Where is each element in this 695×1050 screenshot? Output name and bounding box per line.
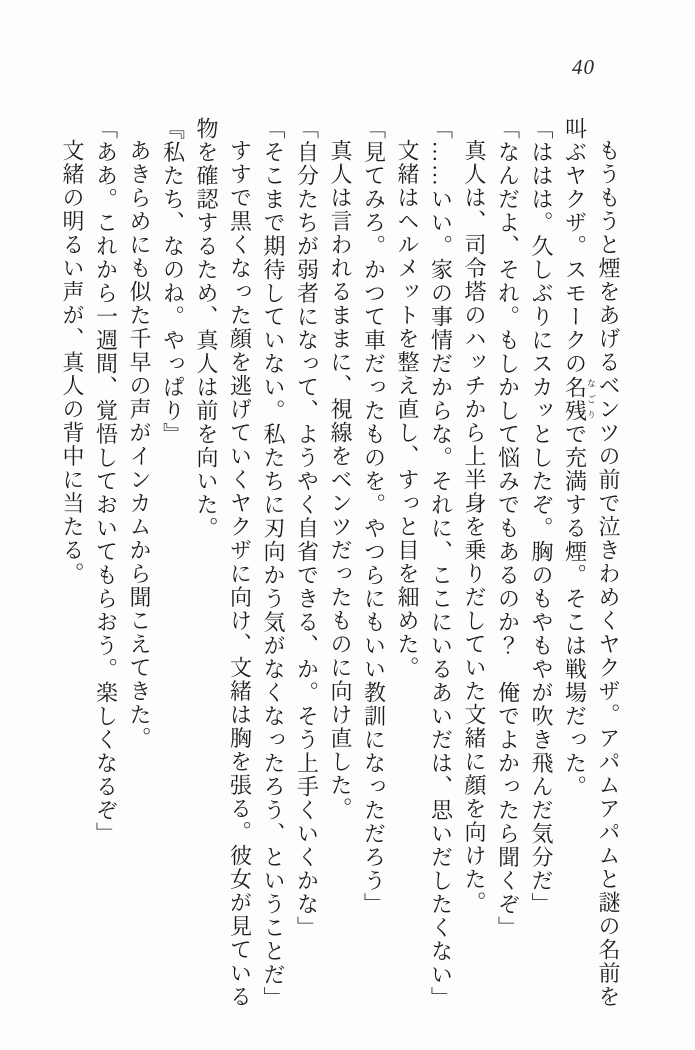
text-columns bbox=[53, 117, 625, 1013]
paragraph: 「なんだよ、それ。もしかして悩みでもあるのか？ 俺でよかったら聞くぞ」 bbox=[495, 117, 521, 940]
paragraph: 文緒はヘルメットを整え直し、すっと目を細めた。 bbox=[395, 139, 420, 680]
paragraph: 「……いい。家の事情だからな。それに、ここにいるあいだは、思いだしたくない」 bbox=[428, 117, 454, 1010]
paragraph: 文緒の明るい声が、真人の背中に当たる。 bbox=[60, 139, 85, 586]
paragraph: 真人は言われるままに、視線をベンツだったものに向け直した。 bbox=[328, 139, 353, 821]
paragraph: 『私たち、なのね。やっぱり』 bbox=[160, 117, 186, 446]
paragraph: すすで黒くなった顔を逃げていくヤクザに向け、文緒は胸を張る。彼女が見ている物を確認するため、真人は前を向いた。 bbox=[194, 117, 253, 1009]
paragraph: 「ああ。これから一週間、覚悟しておいてもらおう。楽しくなるぞ」 bbox=[93, 117, 119, 846]
paragraph: あきらめにも似た千早の声がインカムから聞こえてきた。 bbox=[127, 139, 152, 750]
paragraph: 「見てみろ。かつて車だったものを。やつらにもいい教訓になっただろう」 bbox=[361, 117, 387, 916]
page-number: 40 bbox=[572, 55, 595, 79]
paragraph: 「ははは。久しぶりにスカッとしたぞ。胸のもやもやが吹き飛んだ気分だ」 bbox=[529, 117, 554, 916]
paragraph: もうもうと煙をあげるベンツの前で泣きわめくヤクザ。アパムアパムと謎の名前を叫ぶヤクザ。スモークの名残なごりで充満する煙。そこは戦場だった。 bbox=[562, 117, 621, 1009]
paragraph: 「そこまで期待していない。私たちに刃向かう気がなくなったろう、ということだ」 bbox=[261, 117, 286, 1010]
paragraph: 真人は、司令塔のハッチから上半身を乗りだしていた文緒に顔を向けた。 bbox=[462, 139, 487, 915]
paragraph: 「自分たちが弱者になって、ようやく自省できる、か。そう上手くいくかな」 bbox=[294, 117, 320, 940]
